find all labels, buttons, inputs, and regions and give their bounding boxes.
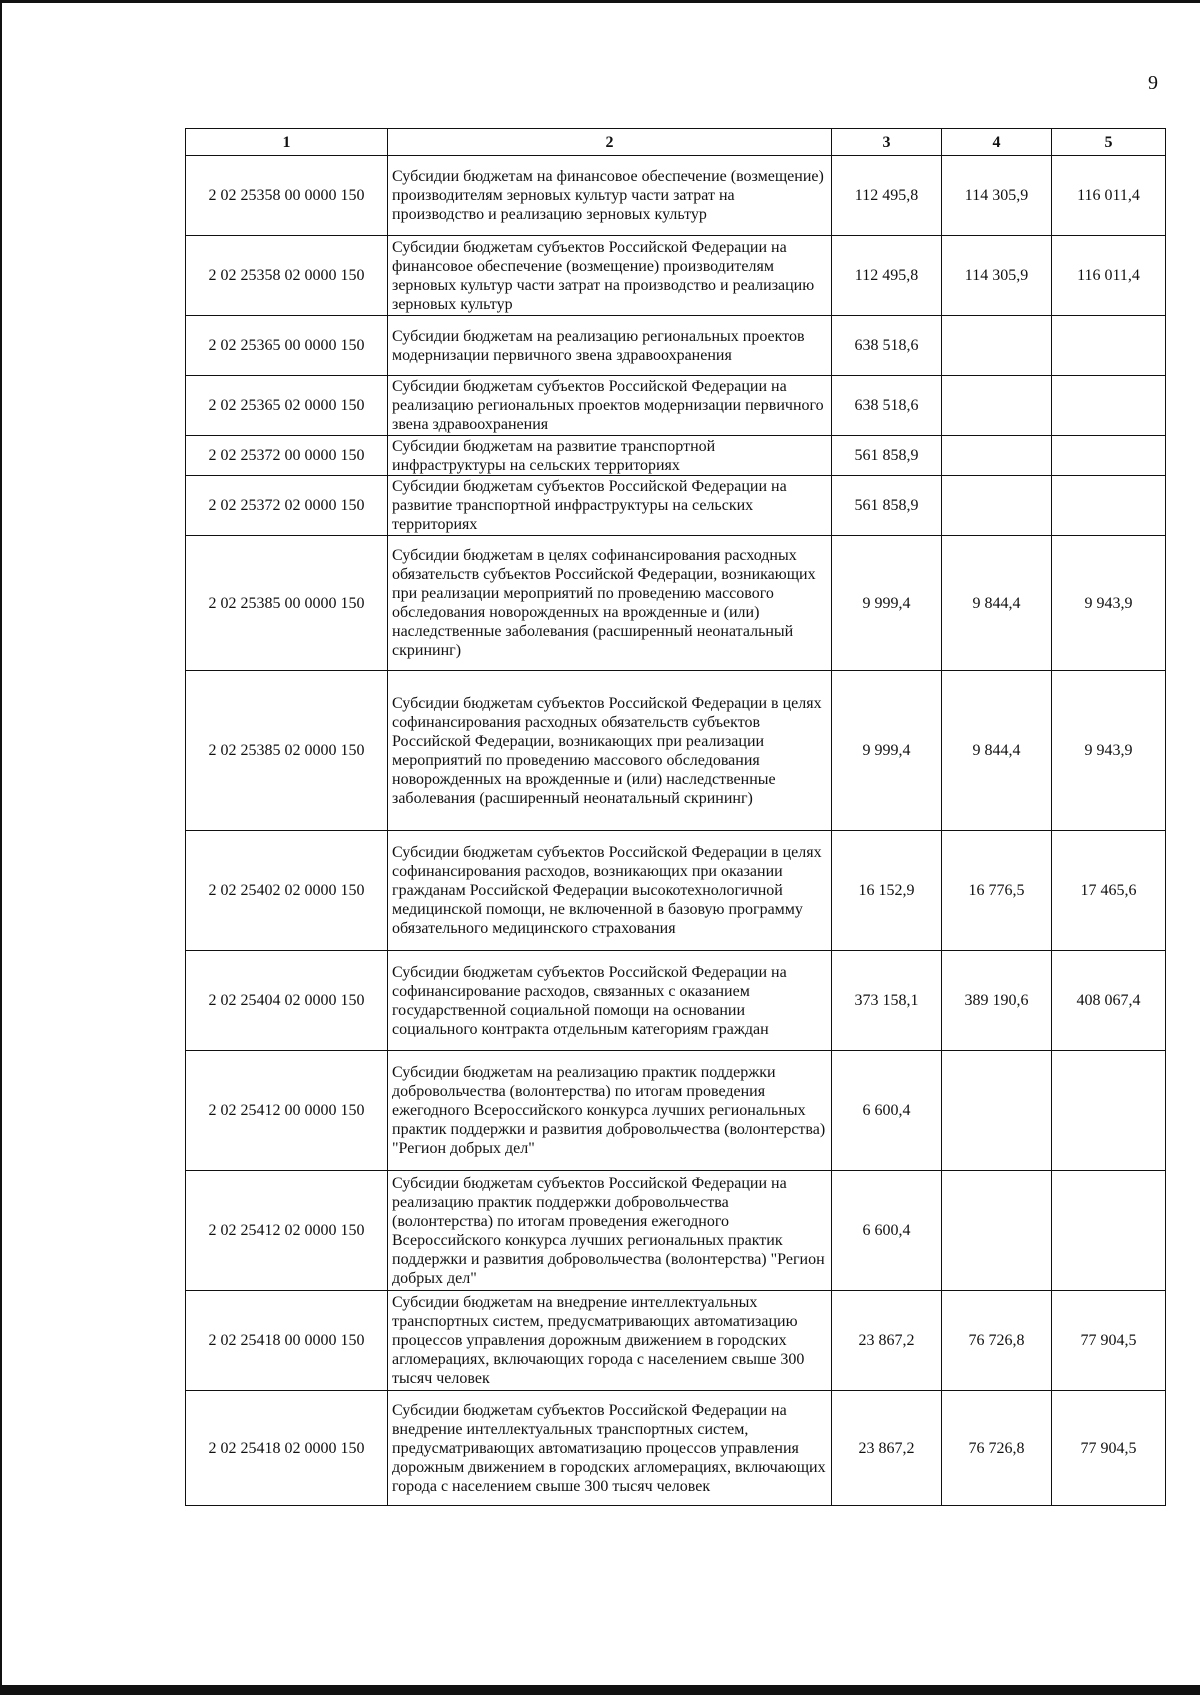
table-body [186,156,1166,1506]
description-cell: Субсидии бюджетам на развитие транспортной инфраструктуры на сельских территориях [388,436,832,476]
value-col4-cell: 114 305,9 [942,236,1052,316]
column-header-5: 5 [1052,129,1166,156]
table-row [186,1051,1166,1171]
description-cell: Субсидии бюджетам на реализацию региональных проектов модернизации первичного звена здравоохранения [388,316,832,376]
value-col5-cell [1052,316,1166,376]
code-cell: 2 02 25418 02 0000 150 [186,1391,388,1506]
table-row [186,156,1166,236]
description-cell: Субсидии бюджетам субъектов Российской Федерации в целях софинансирования расходных обязательств субъектов Российской Федерации, возникающих при реализации мероприятий по проведению массового обследования новорожденных на врожденные и (или) наследственные заболевания (расширенный неонатальный скрининг) [388,671,832,831]
table-header [186,129,1166,156]
header-row [186,129,1166,156]
description-cell: Субсидии бюджетам субъектов Российской Федерации на реализацию практик поддержки добровольчества (волонтерства) по итогам проведения ежегодного Всероссийского конкурса лучших региональных практик поддержки и развития добровольчества (волонтерства) "Регион добрых дел" [388,1171,832,1291]
table-row [186,376,1166,436]
value-col4-cell [942,316,1052,376]
value-col5-cell: 77 904,5 [1052,1391,1166,1506]
value-col3-cell: 16 152,9 [832,831,942,951]
value-col5-cell: 116 011,4 [1052,156,1166,236]
code-cell: 2 02 25402 02 0000 150 [186,831,388,951]
code-cell: 2 02 25358 00 0000 150 [186,156,388,236]
value-col3-cell: 561 858,9 [832,436,942,476]
description-cell: Субсидии бюджетам субъектов Российской Федерации на финансовое обеспечение (возмещение) производителям зерновых культур части затрат на производство и реализацию зерновых культур [388,236,832,316]
description-cell: Субсидии бюджетам на финансовое обеспечение (возмещение) производителям зерновых культур части затрат на производство и реализацию зерновых культур [388,156,832,236]
table-row [186,951,1166,1051]
table-row [186,1291,1166,1391]
value-col4-cell [942,1051,1052,1171]
table-row [186,476,1166,536]
value-col3-cell: 9 999,4 [832,671,942,831]
value-col5-cell [1052,436,1166,476]
description-cell: Субсидии бюджетам на внедрение интеллектуальных транспортных систем, предусматривающих автоматизацию процессов управления дорожным движением в городских агломерациях, включающих города с населением свыше 300 тысяч человек [388,1291,832,1391]
value-col5-cell [1052,376,1166,436]
value-col5-cell: 9 943,9 [1052,536,1166,671]
value-col4-cell: 76 726,8 [942,1391,1052,1506]
description-cell: Субсидии бюджетам субъектов Российской Федерации на реализацию региональных проектов модернизации первичного звена здравоохранения [388,376,832,436]
code-cell: 2 02 25404 02 0000 150 [186,951,388,1051]
description-cell: Субсидии бюджетам субъектов Российской Федерации на софинансирование расходов, связанных с оказанием государственной социальной помощи на основании социального контракта отдельным категориям граждан [388,951,832,1051]
value-col4-cell: 9 844,4 [942,536,1052,671]
code-cell: 2 02 25412 00 0000 150 [186,1051,388,1171]
table-row [186,316,1166,376]
value-col3-cell: 9 999,4 [832,536,942,671]
description-cell: Субсидии бюджетам на реализацию практик поддержки добровольчества (волонтерства) по итогам проведения ежегодного Всероссийского конкурса лучших региональных практик поддержки и развития добровольчества (волонтерства) "Регион добрых дел" [388,1051,832,1171]
column-header-3: 3 [832,129,942,156]
table-row [186,436,1166,476]
code-cell: 2 02 25372 00 0000 150 [186,436,388,476]
value-col5-cell: 408 067,4 [1052,951,1166,1051]
column-header-2: 2 [388,129,832,156]
value-col4-cell [942,376,1052,436]
value-col4-cell [942,476,1052,536]
description-cell: Субсидии бюджетам в целях софинансирования расходных обязательств субъектов Российской Федерации, возникающих при реализации мероприятий по проведению массового обследования новорожденных на врожденные и (или) наследственные заболевания (расширенный неонатальный скрининг) [388,536,832,671]
value-col3-cell: 638 518,6 [832,376,942,436]
value-col5-cell [1052,476,1166,536]
code-cell: 2 02 25385 00 0000 150 [186,536,388,671]
value-col5-cell: 9 943,9 [1052,671,1166,831]
description-cell: Субсидии бюджетам субъектов Российской Федерации в целях софинансирования расходов, возникающих при оказании гражданам Российской Федерации высокотехнологичной медицинской помощи, не включенной в базовую программу обязательного медицинского страхования [388,831,832,951]
value-col3-cell: 373 158,1 [832,951,942,1051]
value-col4-cell [942,1171,1052,1291]
code-cell: 2 02 25372 02 0000 150 [186,476,388,536]
value-col5-cell: 116 011,4 [1052,236,1166,316]
value-col3-cell: 638 518,6 [832,316,942,376]
value-col3-cell: 561 858,9 [832,476,942,536]
value-col3-cell: 6 600,4 [832,1171,942,1291]
value-col3-cell: 6 600,4 [832,1051,942,1171]
description-cell: Субсидии бюджетам субъектов Российской Федерации на развитие транспортной инфраструктуры на сельских территориях [388,476,832,536]
value-col5-cell: 17 465,6 [1052,831,1166,951]
code-cell: 2 02 25358 02 0000 150 [186,236,388,316]
value-col3-cell: 23 867,2 [832,1391,942,1506]
code-cell: 2 02 25412 02 0000 150 [186,1171,388,1291]
table-row [186,1391,1166,1506]
budget-table [185,128,1166,1506]
value-col4-cell [942,436,1052,476]
description-cell: Субсидии бюджетам субъектов Российской Федерации на внедрение интеллектуальных транспортных систем, предусматривающих автоматизацию процессов управления дорожным движением в городских агломерациях, включающих города с населением свыше 300 тысяч человек [388,1391,832,1506]
table-row [186,1171,1166,1291]
value-col4-cell: 76 726,8 [942,1291,1052,1391]
code-cell: 2 02 25365 00 0000 150 [186,316,388,376]
code-cell: 2 02 25385 02 0000 150 [186,671,388,831]
value-col4-cell: 389 190,6 [942,951,1052,1051]
value-col3-cell: 112 495,8 [832,236,942,316]
value-col5-cell [1052,1171,1166,1291]
column-header-4: 4 [942,129,1052,156]
value-col4-cell: 16 776,5 [942,831,1052,951]
table-row [186,671,1166,831]
value-col3-cell: 23 867,2 [832,1291,942,1391]
page-number: 9 [1148,72,1158,94]
code-cell: 2 02 25365 02 0000 150 [186,376,388,436]
value-col5-cell: 77 904,5 [1052,1291,1166,1391]
value-col5-cell [1052,1051,1166,1171]
table-row [186,831,1166,951]
table-row [186,536,1166,671]
column-header-1: 1 [186,129,388,156]
value-col4-cell: 114 305,9 [942,156,1052,236]
value-col3-cell: 112 495,8 [832,156,942,236]
code-cell: 2 02 25418 00 0000 150 [186,1291,388,1391]
table-row [186,236,1166,316]
value-col4-cell: 9 844,4 [942,671,1052,831]
